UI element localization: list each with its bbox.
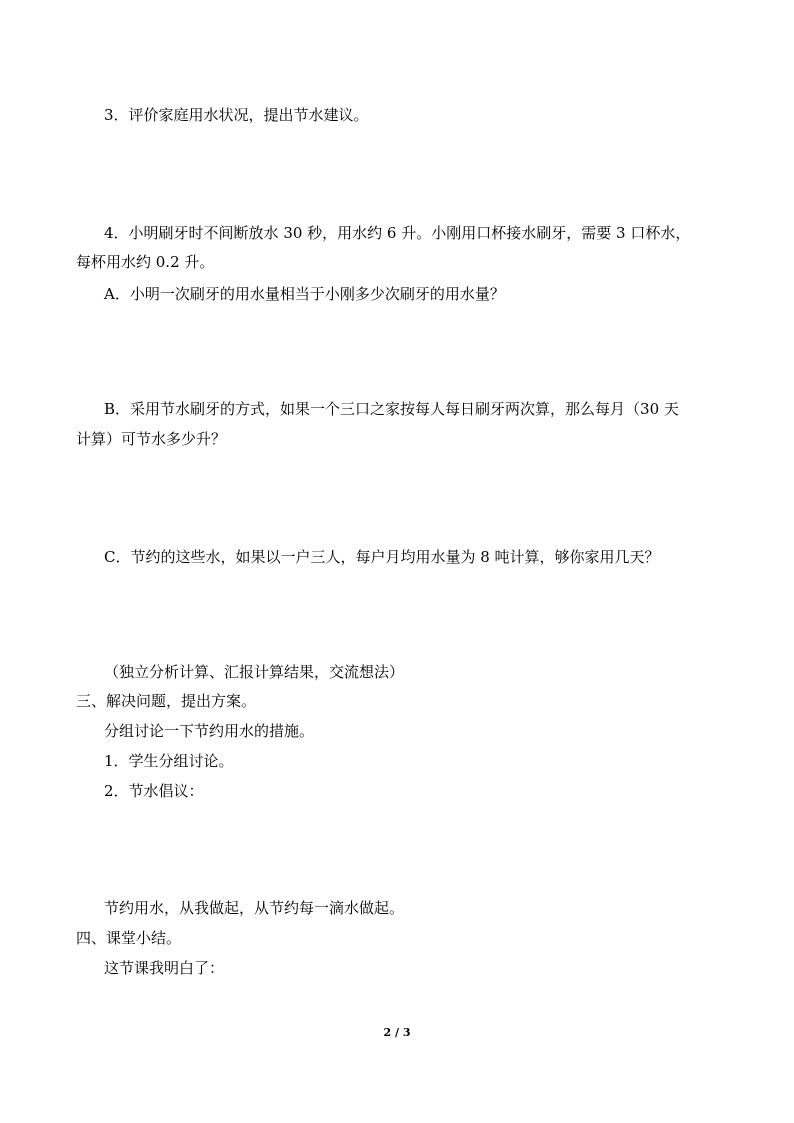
question-b-continuation: 计算）可节水多少升？ [76, 430, 227, 448]
summary-prompt: 这节课我明白了： [104, 959, 225, 977]
water-saving-slogan: 节约用水，从我做起，从节约每一滴水做起。 [104, 899, 405, 917]
item-4-toothbrushing-problem: 4．小明刷牙时不间断放水 30 秒，用水约 6 升。小刚用口杯接水刷牙，需要 3 口杯水， [104, 224, 691, 242]
question-a: A．小明一次刷牙的用水量相当于小刚多少次刷牙的用水量？ [104, 285, 505, 303]
question-c: C．节约的这些水，如果以一户三人，每户月均用水量为 8 吨计算，够你家用几天？ [104, 548, 660, 566]
page-number: 2 / 3 [383, 1026, 411, 1039]
step-2: 2．节水倡议： [104, 782, 204, 800]
item-3-evaluate-water-use: 3．评价家庭用水状况，提出节水建议。 [104, 106, 369, 124]
question-b: B．采用节水刷牙的方式，如果一个三口之家按每人每日刷牙两次算，那么每月（30 天 [104, 400, 679, 418]
group-discussion-text: 分组讨论一下节约用水的措施。 [104, 722, 315, 740]
activity-note: （独立分析计算、汇报计算结果，交流想法） [104, 663, 405, 681]
section-4-heading: 四、课堂小结。 [76, 929, 182, 947]
item-4-continuation: 每杯用水约 0.2 升。 [76, 253, 215, 271]
section-3-heading: 三、解决问题，提出方案。 [76, 692, 257, 710]
step-1: 1．学生分组讨论。 [104, 752, 234, 770]
